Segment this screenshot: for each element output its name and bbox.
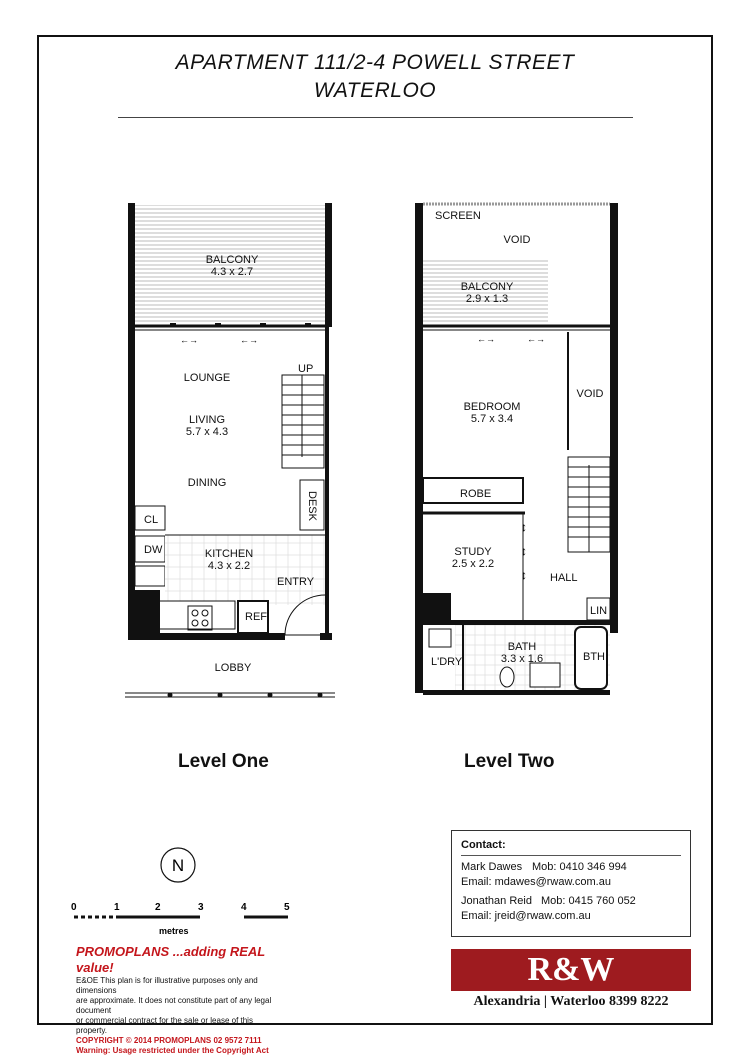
dw-label: DW <box>144 544 163 556</box>
contact-divider <box>461 855 681 856</box>
scale-tick-2: 2 <box>155 902 161 913</box>
bedroom-label: BEDROOM <box>463 401 521 413</box>
bedroom-size: 5.7 x 3.4 <box>470 413 514 425</box>
dining-label: DINING <box>187 477 227 489</box>
bathtub-label: BTH <box>583 651 605 663</box>
lounge-label: LOUNGE <box>183 372 231 384</box>
screen-label: SCREEN <box>435 210 481 222</box>
svg-text:↕: ↕ <box>521 568 527 582</box>
desk-label: DESK <box>306 491 318 521</box>
north-compass-icon <box>158 845 198 885</box>
staircase-level-one <box>282 375 324 468</box>
agent2-name: Jonathan Reid <box>461 895 532 907</box>
disclaimer-line-1: E&OE This plan is for illustrative purposes only and dimensions <box>76 976 258 995</box>
agent2-mobile: Mob: 0415 760 052 <box>541 895 636 907</box>
promoplans-disclaimer <box>76 944 286 1056</box>
agent1-email[interactable]: Email: mdawes@rwaw.com.au <box>461 876 611 888</box>
robe-label: ROBE <box>460 488 492 500</box>
bath-label: BATH <box>507 641 537 653</box>
balcony-label: BALCONY <box>205 254 259 266</box>
bath-size: 3.3 x 1.6 <box>500 653 544 665</box>
level-one-heading: Level One <box>178 751 269 772</box>
compass-n: N <box>171 856 185 875</box>
warning-line: Warning: Usage restricted under the Copyright Act <box>76 1046 269 1055</box>
svg-text:←→: ←→ <box>527 334 545 344</box>
scale-tick-4: 4 <box>241 902 247 913</box>
level-two-heading: Level Two <box>464 751 555 772</box>
scale-bar <box>66 898 306 940</box>
kitchen-label: KITCHEN <box>204 548 254 560</box>
scale-unit: metres <box>159 926 189 936</box>
laundry-label: L'DRY <box>431 656 463 668</box>
agent1-mobile: Mob: 0410 346 994 <box>532 861 627 873</box>
living-label: LIVING <box>188 414 226 426</box>
disclaimer-line-3: or commercial contract for the sale or lease of this property. <box>76 1016 253 1035</box>
hall-label: HALL <box>550 572 578 584</box>
void-side-label: VOID <box>576 388 604 400</box>
kitchen-size: 4.3 x 2.2 <box>207 560 251 572</box>
scale-tick-1: 1 <box>114 902 120 913</box>
disclaimer-line-2: are approximate. It does not constitute part of any legal document <box>76 996 272 1015</box>
balcony-size: 4.3 x 2.7 <box>210 266 254 278</box>
scale-tick-5: 5 <box>284 902 290 913</box>
scale-tick-3: 3 <box>198 902 204 913</box>
agent1-name: Mark Dawes <box>461 861 523 873</box>
title-underline <box>118 117 633 118</box>
upper-balcony-label: BALCONY <box>460 281 514 293</box>
entry-label: ENTRY <box>277 576 315 588</box>
scale-tick-0: 0 <box>71 902 77 913</box>
lin-label: LIN <box>590 605 608 617</box>
svg-text:←→: ←→ <box>477 334 495 344</box>
rw-logo: R&W <box>451 949 691 991</box>
promo-headline: PROMOPLANS ...adding REAL value! <box>76 944 265 975</box>
study-label: STUDY <box>454 546 492 558</box>
brand-tagline: Alexandria | Waterloo 8399 8222 <box>473 994 669 1009</box>
void-top-label: VOID <box>503 234 531 246</box>
lobby-label: LOBBY <box>214 662 252 674</box>
upper-balcony-size: 2.9 x 1.3 <box>465 293 509 305</box>
agent2-email[interactable]: Email: jreid@rwaw.com.au <box>461 910 591 922</box>
contact-box <box>451 830 691 937</box>
plan-title-line1: APARTMENT 111/2-4 POWELL STREET <box>175 51 575 74</box>
study-size: 2.5 x 2.2 <box>451 558 495 570</box>
svg-text:←→: ←→ <box>240 335 258 345</box>
living-size: 5.7 x 4.3 <box>185 426 229 438</box>
svg-text:↕: ↕ <box>521 544 527 558</box>
cl-label: CL <box>144 514 159 526</box>
contact-heading: Contact: <box>461 839 506 851</box>
level-one-floorplan <box>120 195 345 710</box>
svg-text:←→: ←→ <box>180 335 198 345</box>
copyright-line: COPYRIGHT © 2014 PROMOPLANS 02 9572 7111 <box>76 1036 262 1045</box>
staircase-level-two <box>568 457 610 552</box>
plan-title-line2: WATERLOO <box>313 79 437 102</box>
ref-label: REF <box>245 611 267 623</box>
stairs-up-label: UP <box>298 363 314 375</box>
svg-text:↕: ↕ <box>521 520 527 534</box>
level-two-floorplan <box>405 195 630 700</box>
